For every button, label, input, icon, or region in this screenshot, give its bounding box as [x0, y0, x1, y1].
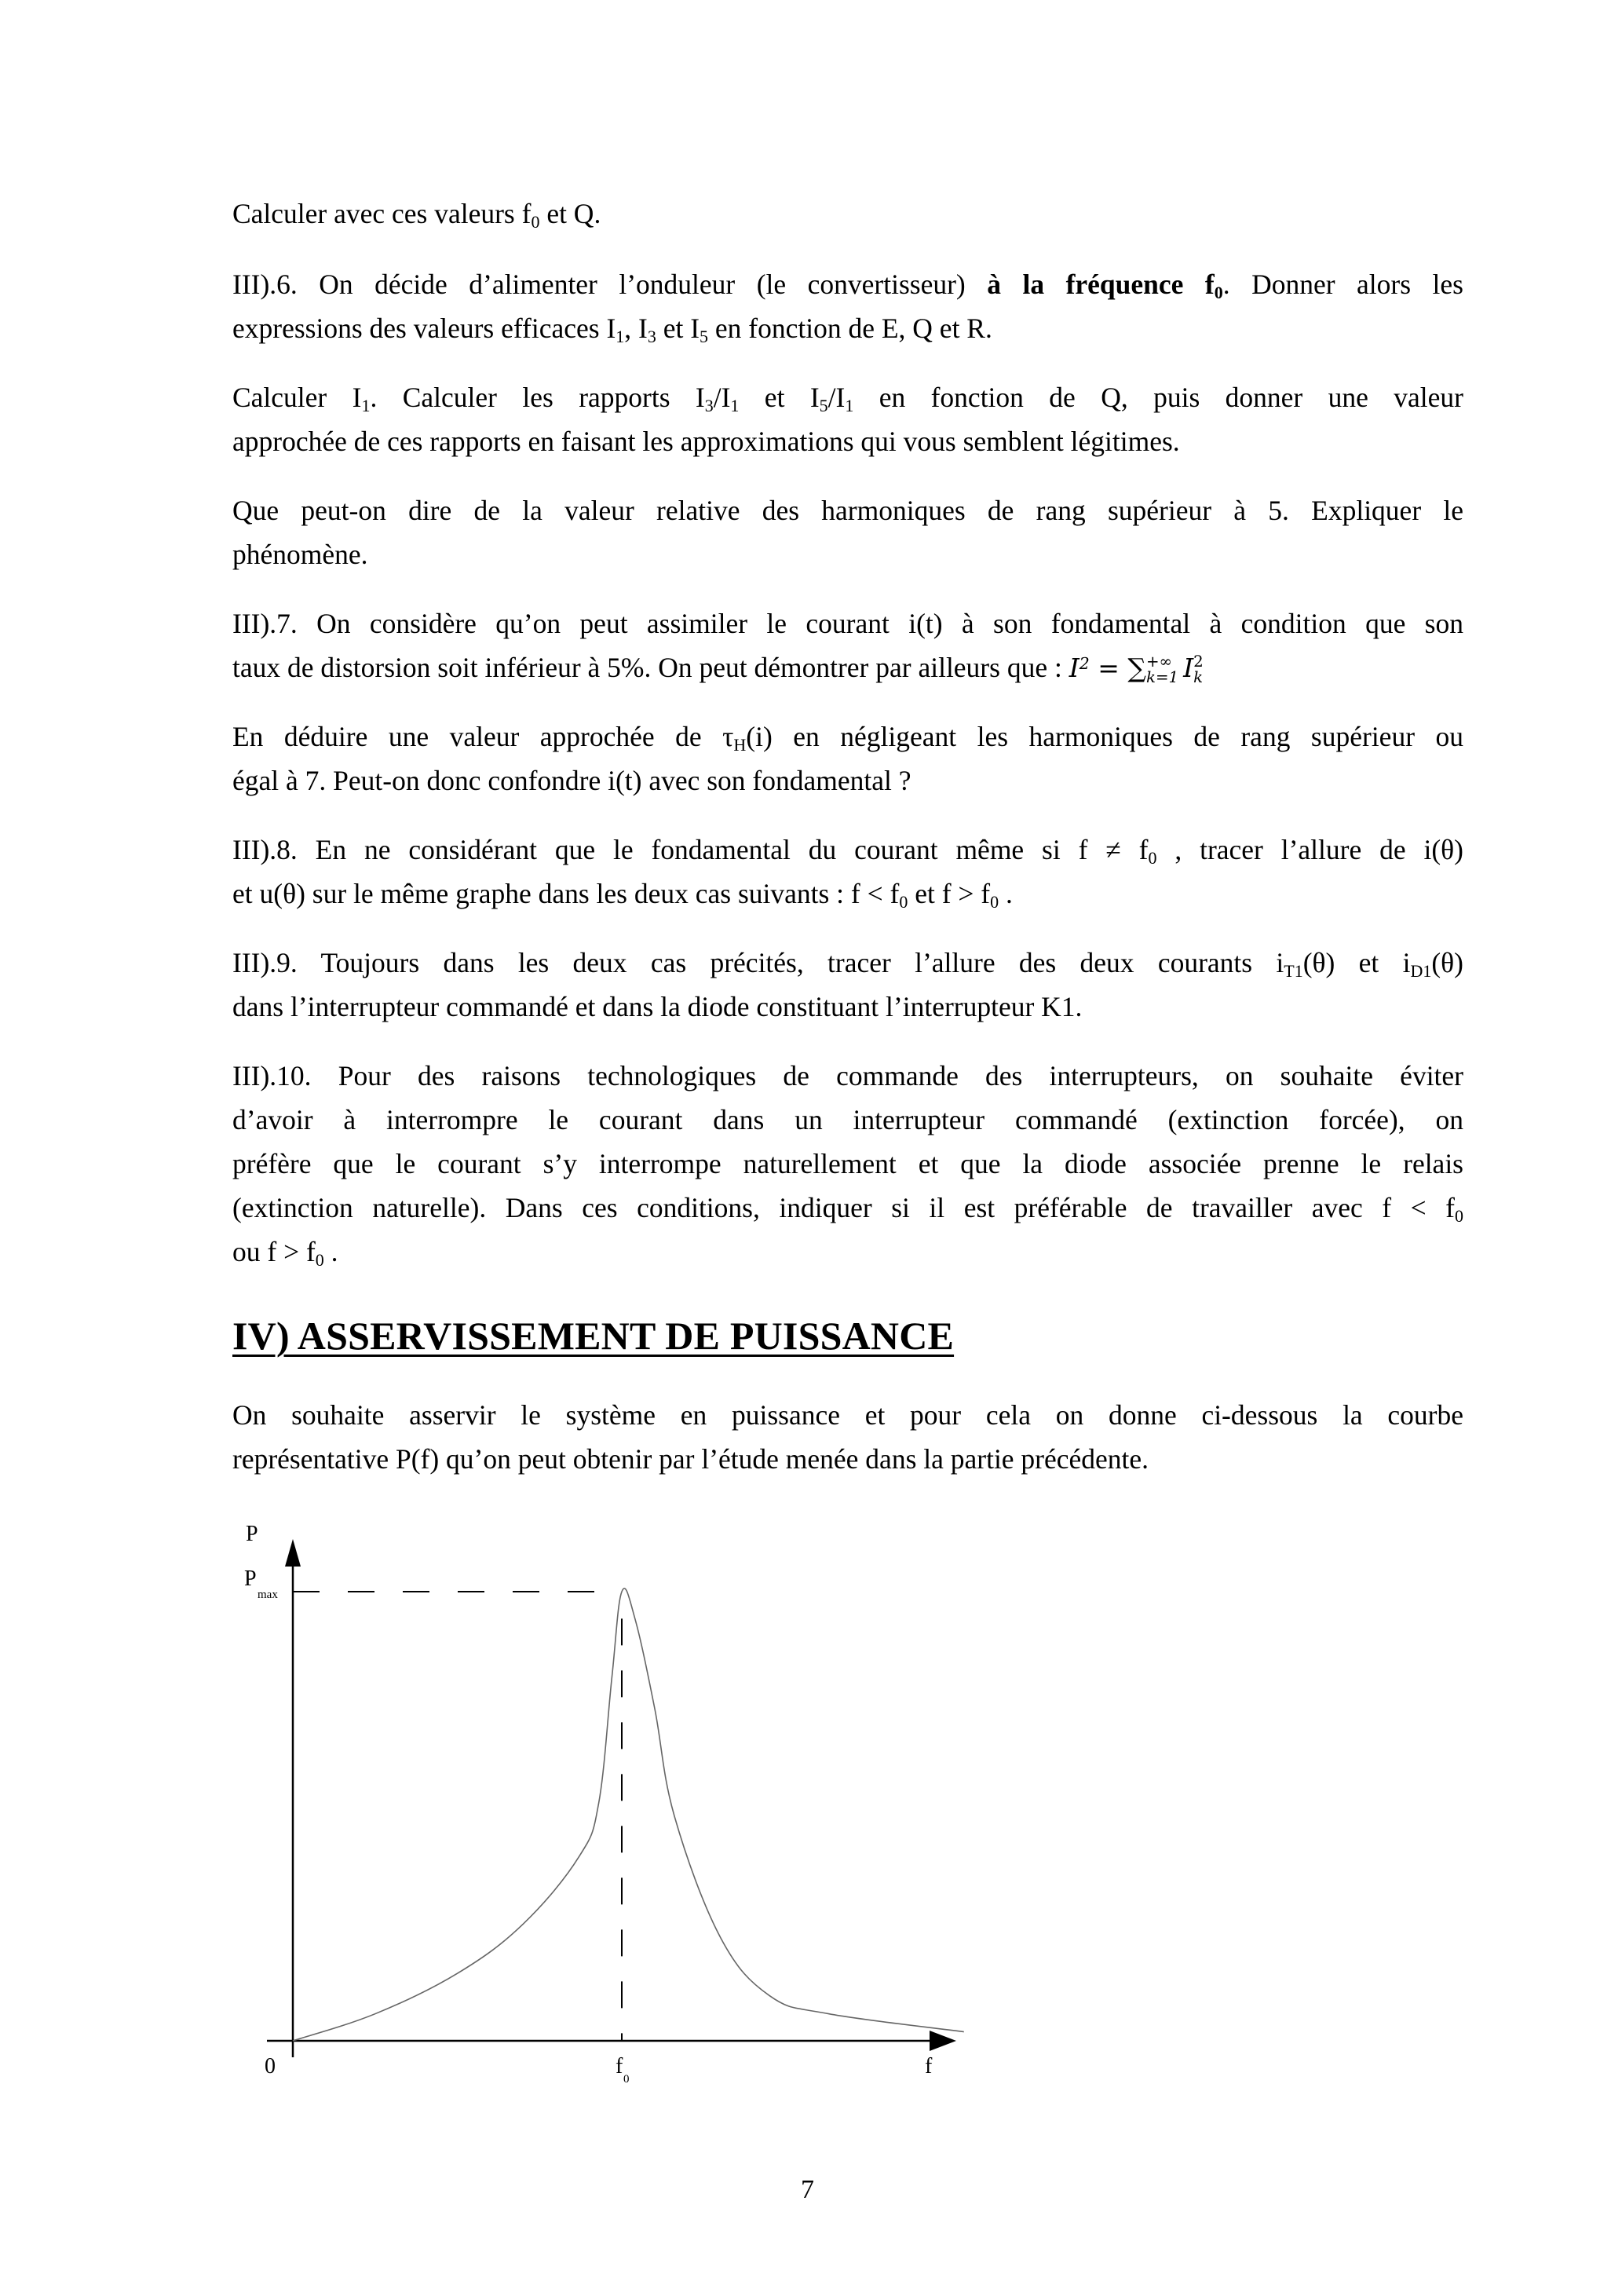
formula-term-index: k: [1193, 668, 1204, 686]
subscript: 1: [845, 396, 854, 416]
y-axis-label: P: [246, 1522, 258, 1546]
subscript: 0: [1455, 1206, 1463, 1227]
formula-equals: =: [1089, 653, 1128, 683]
bold-text: à la fréquence f: [987, 269, 1215, 300]
text-run: dans l’interrupteur commandé et dans la diode constituant l’interrupteur K1.: [232, 991, 1083, 1022]
text-run: ou f > f: [232, 1236, 316, 1267]
subscript: 0: [1148, 848, 1157, 868]
text-run: (extinction naturelle). Dans ces conditions, indiquer si il est préférable de travailler avec f < f: [232, 1192, 1455, 1223]
subscript: 3: [704, 396, 714, 416]
subscript: 5: [819, 396, 828, 416]
subscript: 1: [616, 327, 625, 347]
text-run: représentative P(f) qu’on peut obtenir par l’étude menée dans la partie précédente.: [232, 1443, 1149, 1475]
text-run: et u(θ) sur le même graphe dans les deux cas suivants : f < f: [232, 878, 900, 909]
text-run: III).7. On considère qu’on peut assimiler le courant i(t) à son fondamental à condition que son: [232, 608, 1463, 639]
subscript: 1: [730, 396, 740, 416]
subscript: 0: [315, 1250, 324, 1270]
text-run: Calculer I: [232, 382, 362, 413]
x-axis-arrow-icon: [930, 2031, 956, 2051]
x-axis-label: f: [925, 2054, 933, 2078]
text-run: Que peut-on dire de la valeur relative des harmoniques de rang supérieur à 5. Expliquer le: [232, 495, 1463, 526]
subscript: 5: [700, 327, 709, 347]
x-tick-subscript: 0: [623, 2073, 630, 2086]
text-run: . Donner alors les: [1222, 269, 1463, 300]
text-run: (θ): [1431, 947, 1463, 978]
subscript: 0: [531, 212, 540, 232]
section-heading: IV) ASSERVISSEMENT DE PUISSANCE: [232, 1314, 955, 1358]
subscript: 1: [361, 396, 371, 416]
text-run: Calculer avec ces valeurs f: [232, 198, 532, 229]
text-run: , I: [624, 313, 648, 344]
text-run: et I: [656, 313, 700, 344]
text-run: III).6. On décide d’alimenter l’onduleur (le convertisseur): [232, 269, 988, 300]
text-run: préfère que le courant s’y interrompe naturellement et que la diode associée prenne le relais: [232, 1148, 1463, 1179]
text-run: égal à 7. Peut-on donc confondre i(t) avec son fondamental ?: [232, 765, 911, 796]
subscript: 0: [899, 892, 908, 912]
text-run: .: [323, 1236, 338, 1267]
text-run: . Calculer les rapports I: [370, 382, 705, 413]
text-run: et f > f: [908, 878, 991, 909]
text-run: phénomène.: [232, 539, 368, 570]
text-run: en fonction de Q, puis donner une valeur: [853, 382, 1463, 413]
subscript: H: [733, 735, 747, 755]
y-axis-arrow-icon: [285, 1539, 301, 1567]
series-line-p-of-f: [293, 1589, 964, 2041]
formula-term: I: [1183, 653, 1194, 683]
y-tick-label: P: [244, 1567, 257, 1591]
formula-lhs: I: [1069, 653, 1080, 683]
subscript: D1: [1410, 961, 1432, 982]
text-run: III).10. Pour des raisons technologiques de commande des interrupteurs, on souhaite éviter: [232, 1060, 1463, 1091]
text-run: On souhaite asservir le système en puissance et pour cela on donne ci-dessous la courbe: [232, 1399, 1463, 1431]
page-number: 7: [801, 2175, 814, 2204]
formula-exponent: 2: [1079, 653, 1090, 673]
formula-upper-limit: +∞: [1145, 653, 1173, 671]
formula-lower-limit: k=1: [1145, 668, 1179, 686]
text-run: III).9. Toujours dans les deux cas précités, tracer l’allure des deux courants i: [232, 947, 1284, 978]
subscript: 0: [990, 892, 999, 912]
text-run: , tracer l’allure de i(θ): [1156, 834, 1463, 865]
text-run: et Q.: [539, 198, 601, 229]
text-run: En déduire une valeur approchée de τ: [232, 721, 734, 752]
text-run: approchée de ces rapports en faisant les approximations qui vous semblent légitimes.: [232, 426, 1180, 457]
x-tick-label: 0: [265, 2054, 276, 2078]
formula-term-exponent: 2: [1193, 653, 1204, 671]
subscript: T1: [1284, 961, 1303, 982]
subscript: 0: [1214, 283, 1223, 303]
text-run: expressions des valeurs efficaces I: [232, 313, 616, 344]
text-run: d’avoir à interrompre le courant dans un interrupteur commandé (extinction forcée), on: [232, 1104, 1463, 1135]
text-run: /I: [713, 382, 731, 413]
y-tick-subscript: max: [258, 1589, 278, 1601]
text-run: en fonction de E, Q et R.: [708, 313, 992, 344]
text-run: (i) en négligeant les harmoniques de rang supérieur ou: [746, 721, 1463, 752]
x-tick-label: f: [616, 2054, 623, 2078]
subscript: 3: [647, 327, 656, 347]
text-run: et I: [739, 382, 820, 413]
formula-sum-symbol: ∑: [1127, 653, 1146, 683]
text-run: III).8. En ne considérant que le fondamental du courant même si f ≠ f: [232, 834, 1149, 865]
text-run: /I: [827, 382, 846, 413]
text-run: (θ) et i: [1302, 947, 1411, 978]
text-run: taux de distorsion soit inférieur à 5%. On peut démontrer par ailleurs que :: [232, 652, 1069, 683]
text-run: .: [999, 878, 1013, 909]
